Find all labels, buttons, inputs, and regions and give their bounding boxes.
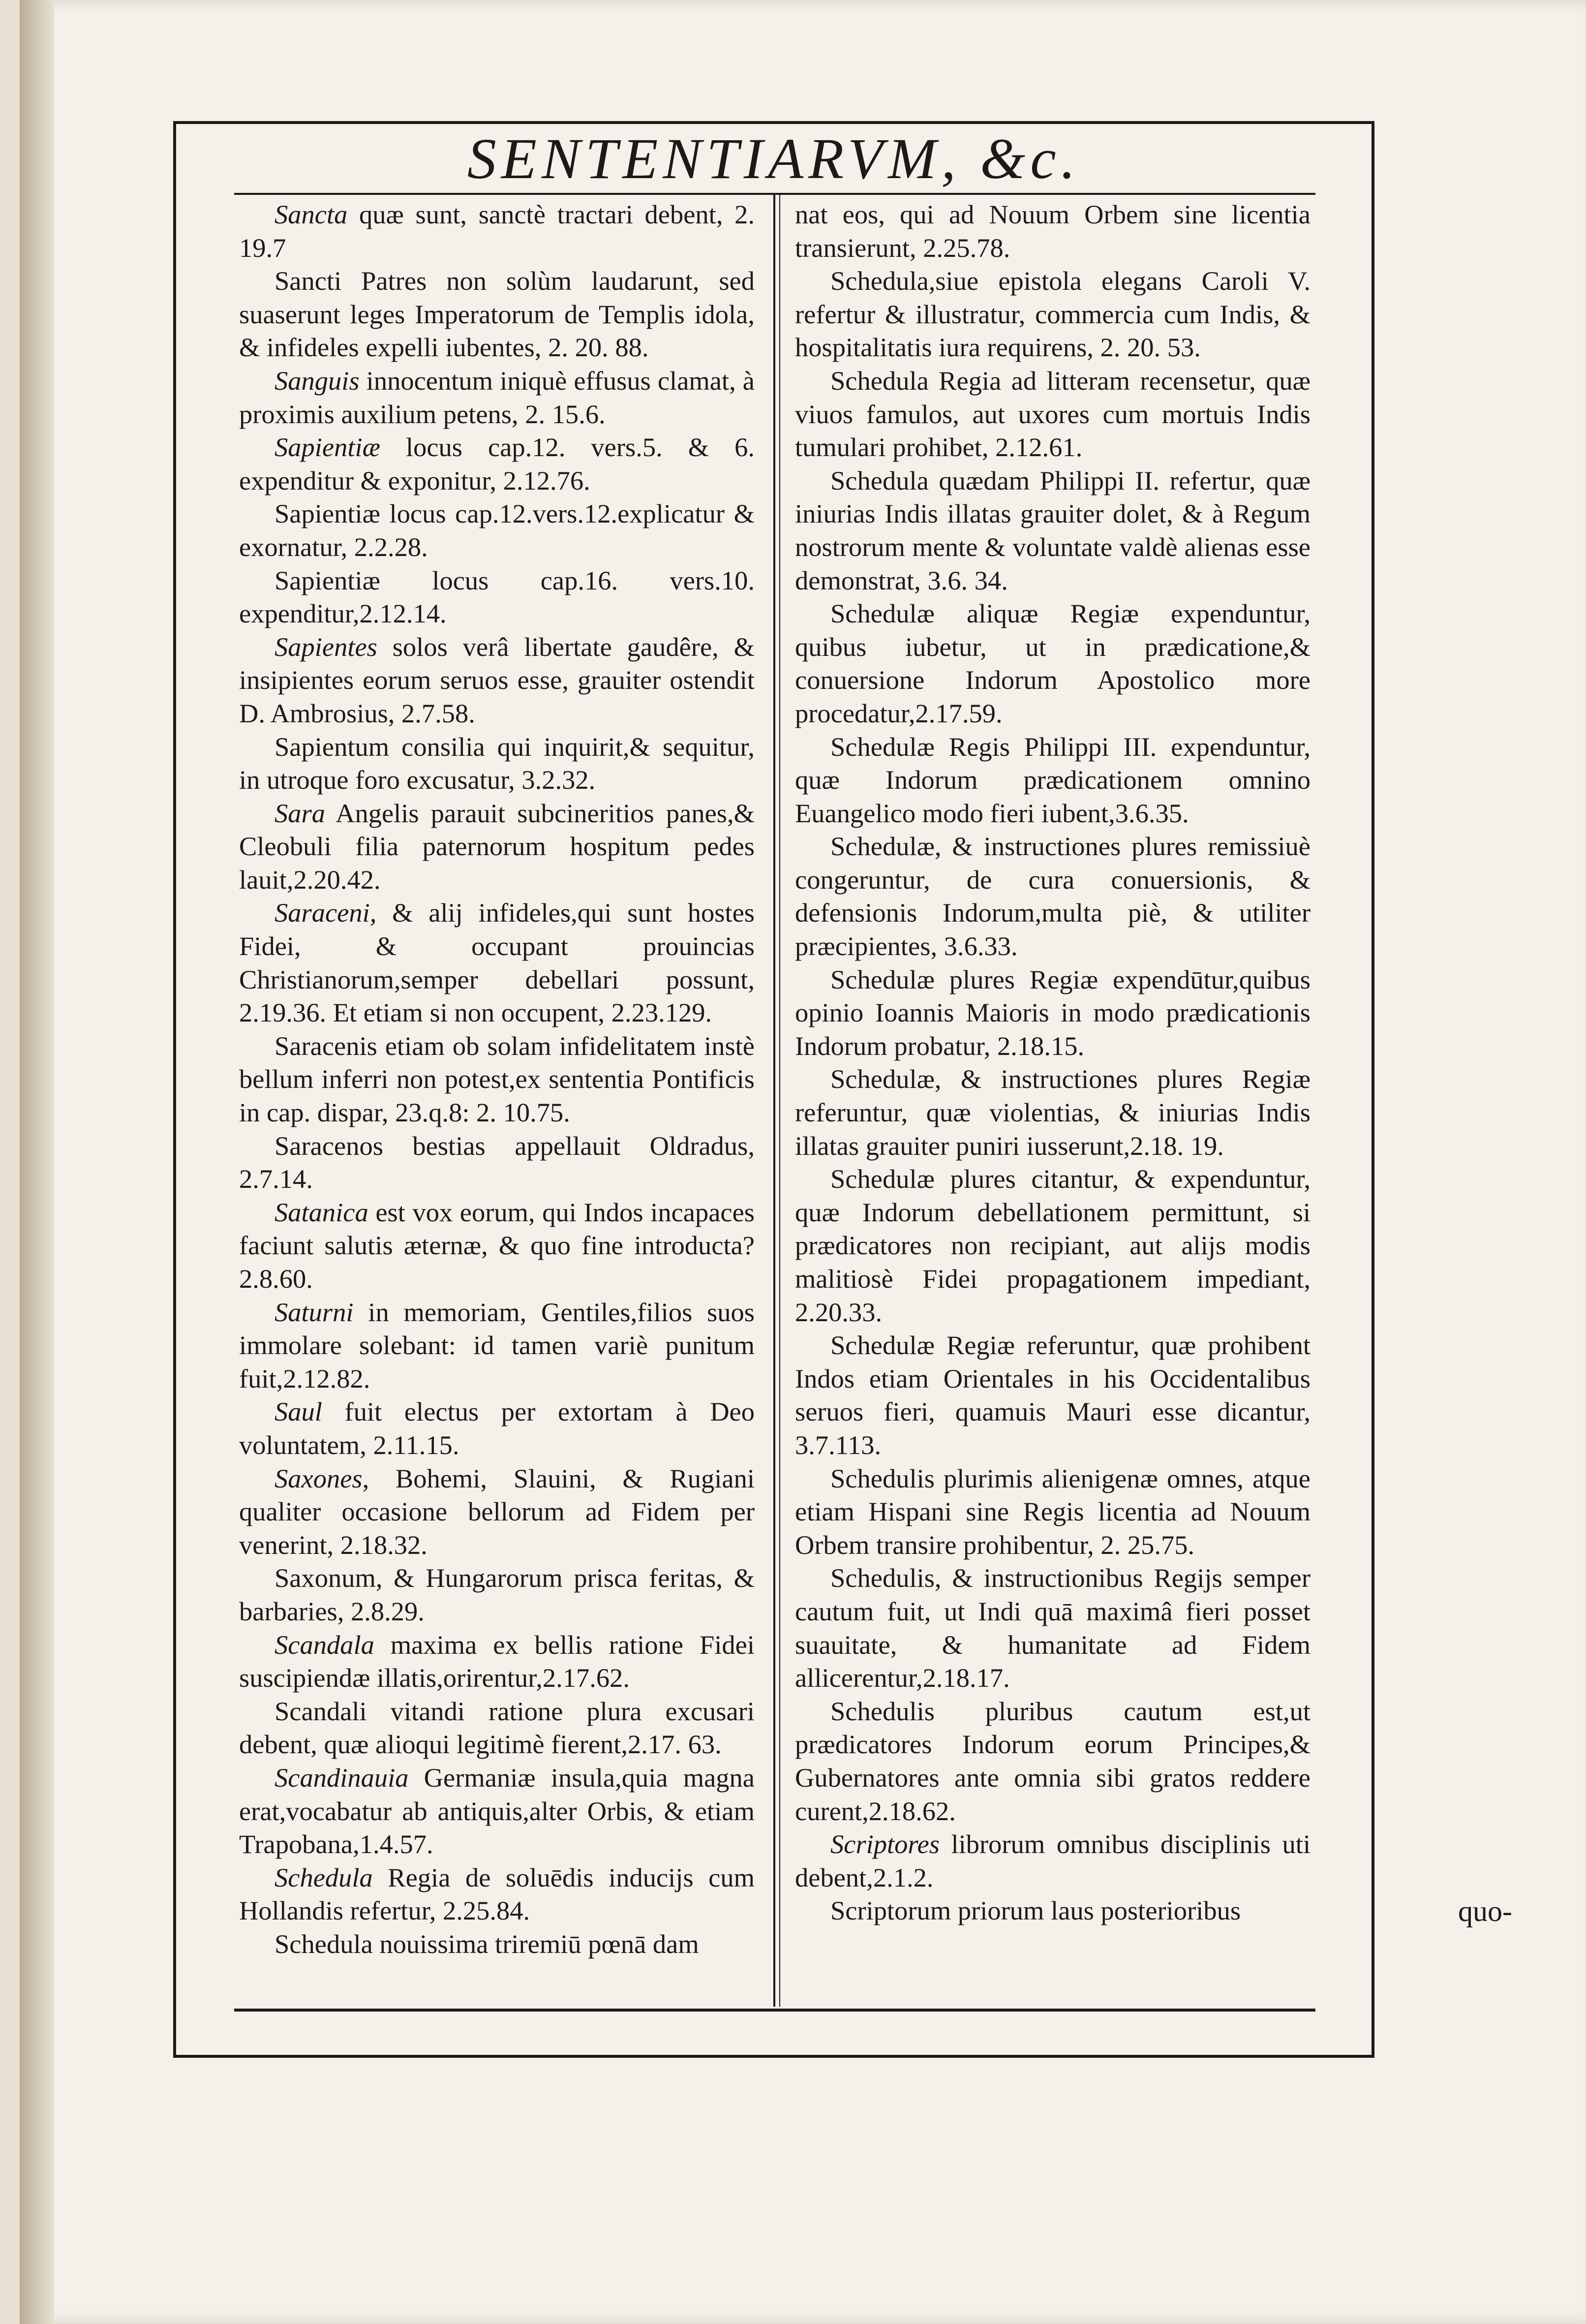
- entry-text: Schedulæ, & instructiones plures remissiuè congeruntur, de cura conuersionis, & defensionis Indorum,multa piè, & utiliter præcipientes, 3.6.33.: [795, 831, 1311, 961]
- entry-text: Sapientum consilia qui inquirit,& sequitur, in utroque foro excusatur, 3.2.32.: [239, 731, 755, 795]
- index-entry: [795, 198, 1311, 264]
- entry-text: in memoriam, Gentiles,filios suos immolare solebant: id tamen variè punitum fuit,2.12.82.: [239, 1297, 755, 1394]
- entry-text: Schedulæ aliquæ Regiæ expenduntur, quibus iubetur, ut in prædicatione,& conuersione Indorum Apostolico more procedatur,2.17.59.: [795, 598, 1311, 728]
- entry-text: Saracenis etiam ob solam infidelitatem instè bellum inferri non potest,ex sententia Pontificis in cap. dispar, 23.q.8: 2. 10.75.: [239, 1030, 755, 1128]
- index-entry: [239, 1029, 755, 1129]
- entry-text: fuit electus per extortam à Deo voluntatem, 2.11.15.: [239, 1396, 755, 1460]
- index-entry: [239, 797, 755, 897]
- entry-keyword: Saraceni,: [274, 898, 377, 928]
- index-entry: [239, 564, 755, 630]
- running-head: SENTENTIARVM, &c.: [467, 126, 1081, 191]
- entry-text: Saxonum, & Hungarorum prisca feritas, & barbaries, 2.8.29.: [239, 1563, 755, 1626]
- entry-text: solos verâ libertate gaudêre, & insipientes eorum seruos esse, grauiter ostendit D. Ambrosius, 2.7.58.: [239, 631, 755, 728]
- left-column: [239, 198, 755, 1960]
- index-entry: [795, 464, 1311, 597]
- index-entry: [795, 264, 1311, 364]
- index-entry: [239, 630, 755, 730]
- index-entry: [795, 1062, 1311, 1162]
- entry-text: Schedulis pluribus cautum est,ut prædicatores Indorum eorum Principes,& Gubernatores ante omnia sibi gratos reddere curent,2.18.62.: [795, 1696, 1311, 1826]
- entry-text: Scandali vitandi ratione plura excusari debent, quæ alioqui legitimè fierent,2.17. 63.: [239, 1696, 755, 1760]
- entry-keyword: Sapientes: [274, 631, 377, 662]
- entry-text: est vox eorum, qui Indos incapaces faciunt salutis æternæ, & quo fine introducta? 2.8.60.: [239, 1197, 755, 1294]
- index-entry: [239, 1761, 755, 1861]
- entry-text: & alij infideles,qui sunt hostes Fidei, & occupant prouincias Christianorum,semper debellari possunt, 2.19.36. Et etiam si non occupent, 2.23.129.: [239, 898, 755, 1028]
- index-entry: [239, 198, 755, 264]
- index-entry: [239, 364, 755, 431]
- index-entry: [795, 730, 1311, 830]
- entry-keyword: Saturni: [274, 1297, 354, 1327]
- entry-text: quæ sunt, sanctè tractari debent, 2. 19.7: [239, 199, 755, 263]
- entry-text: Schedulæ Regiæ referuntur, quæ prohibent Indos etiam Orientales in his Occidentalibus seruos fieri, quamuis Mauri esse dicantur, 3.7.113.: [795, 1330, 1311, 1460]
- index-entry: [795, 1561, 1311, 1694]
- page-gutter: [20, 0, 54, 2324]
- entry-keyword: Schedula: [274, 1862, 373, 1892]
- entry-keyword: Sanguis: [274, 365, 360, 396]
- entry-text: Angelis parauit subcineritios panes,& Cleobuli filia paternorum hospitum pedes lauit,2.20.42.: [239, 798, 755, 895]
- entry-keyword: Sancta: [274, 199, 348, 229]
- text-frame: [173, 121, 1374, 2058]
- index-entry: [239, 264, 755, 364]
- entry-keyword: Saxones: [274, 1463, 363, 1493]
- entry-keyword: Saul: [274, 1396, 322, 1427]
- entry-text: Schedulis plurimis alienigenæ omnes, atque etiam Hispani sine Regis licentia ad Nouum Orbem transire prohibentur, 2. 25.75.: [795, 1463, 1311, 1560]
- index-entry: [239, 1395, 755, 1461]
- entry-text: locus cap.12. vers.5. & 6. expenditur & exponitur, 2.12.76.: [239, 432, 755, 496]
- index-entry: [795, 1462, 1311, 1562]
- index-entry: [795, 963, 1311, 1063]
- entry-text: Schedulæ, & instructiones plures Regiæ referuntur, quæ violentias, & iniurias Indis illatas grauiter puniri iusserunt,2.18. 19.: [795, 1064, 1311, 1161]
- entry-text: Sapientiæ locus cap.16. vers.10. expenditur,2.12.14.: [239, 565, 755, 629]
- entry-keyword: Satanica: [274, 1197, 368, 1227]
- entry-keyword: Sara: [274, 798, 325, 828]
- entry-text: Schedulæ plures citantur, & expenduntur, quæ Indorum debellationem permittunt, si prædicatores non recipiant, aut alijs modis malitiosè Fidei propagationem impediant, 2.20.33.: [795, 1164, 1311, 1327]
- entry-keyword: Sapientiæ: [274, 432, 380, 463]
- index-entry: [239, 1861, 755, 1927]
- entry-text: , Bohemi, Slauini, & Rugiani qualiter occasione bellorum ad Fidem per venerint, 2.18.32.: [239, 1463, 755, 1560]
- entry-keyword: Scandala: [274, 1629, 374, 1660]
- entry-text: Schedula quædam Philippi II. refertur, quæ iniurias Indis illatas grauiter dolet, & à Regum nostrorum mente & voluntate valdè alienas esse demonstrat, 3.6. 34.: [795, 465, 1311, 595]
- index-entry: [795, 364, 1311, 464]
- entry-text: librorum omnibus disciplinis uti debent,2.1.2.: [795, 1829, 1311, 1892]
- book-page: [20, 0, 1586, 2324]
- index-entry: [239, 431, 755, 497]
- index-entry: [239, 497, 755, 563]
- index-entry: [795, 1828, 1311, 1894]
- index-entry: [795, 597, 1311, 730]
- entry-text: Schedula Regia ad litteram recensetur, quæ viuos famulos, aut uxores cum mortuis Indis tumulari prohibet, 2.12.61.: [795, 365, 1311, 463]
- entry-text: Schedula nouissima triremiū pœnā dam: [274, 1928, 699, 1959]
- index-entry: [239, 1695, 755, 1761]
- catchword: quo-: [1458, 1895, 1512, 1927]
- column-divider-rule: [779, 195, 780, 2007]
- index-entry: [239, 1196, 755, 1296]
- index-entry: [239, 1561, 755, 1628]
- entry-text: innocentum iniquè effusus clamat, à proximis auxilium petens, 2. 15.6.: [239, 365, 755, 429]
- entry-keyword: Scandinauia: [274, 1762, 409, 1793]
- index-entry: [239, 1462, 755, 1562]
- index-entry: [795, 1329, 1311, 1461]
- entry-text: Schedulis, & instructionibus Regijs semper cautum fuit, ut Indi quā maximâ fieri posset suauitate, & humanitate ad Fidem allicerentur,2.18.17.: [795, 1563, 1311, 1693]
- entry-text: Sapientiæ locus cap.12.vers.12.explicatur & exornatur, 2.2.28.: [239, 498, 755, 562]
- entry-text: Schedula,siue epistola elegans Caroli V. refertur & illustratur, commercia cum Indis, & hospitalitatis iura requirens, 2. 20. 53.: [795, 266, 1311, 363]
- index-entry: [239, 896, 755, 1029]
- index-entry: [239, 1129, 755, 1196]
- index-entry: [795, 1695, 1311, 1828]
- right-column: [795, 198, 1311, 1927]
- index-entry: [239, 1628, 755, 1695]
- entry-text: Regia de soluēdis inducijs cum Hollandis refertur, 2.25.84.: [239, 1862, 755, 1926]
- index-entry: [239, 730, 755, 797]
- index-entry: [239, 1296, 755, 1395]
- entry-text: Saracenos bestias appellauit Oldradus, 2.7.14.: [239, 1130, 755, 1194]
- entry-text: Scriptorum priorum laus posterioribus: [830, 1895, 1241, 1926]
- entry-keyword: Scriptores: [830, 1829, 940, 1859]
- column-divider: [773, 195, 775, 2007]
- index-entry: [795, 830, 1311, 962]
- entry-text: maxima ex bellis ratione Fidei suscipiendæ illatis,orirentur,2.17.62.: [239, 1629, 755, 1693]
- entry-text: nat eos, qui ad Nouum Orbem sine licentia transierunt, 2.25.78.: [795, 199, 1311, 263]
- index-entry: [795, 1162, 1311, 1329]
- entry-text: Sancti Patres non solùm laudarunt, sed suaserunt leges Imperatorum de Templis idola, & infideles expelli iubentes, 2. 20. 88.: [239, 266, 755, 363]
- index-entry: [239, 1927, 755, 1961]
- entry-text: Germaniæ insula,quia magna erat,vocabatur ab antiquis,alter Orbis, & etiam Trapobana,1.4.57.: [239, 1762, 755, 1859]
- index-entry: [795, 1894, 1311, 1927]
- entry-text: Schedulæ plures Regiæ expendūtur,quibus opinio Ioannis Maioris in modo prædicationis Indorum probatur, 2.18.15.: [795, 964, 1311, 1061]
- entry-text: Schedulæ Regis Philippi III. expenduntur, quæ Indorum prædicationem omnino Euangelico modo fieri iubent,3.6.35.: [795, 731, 1311, 828]
